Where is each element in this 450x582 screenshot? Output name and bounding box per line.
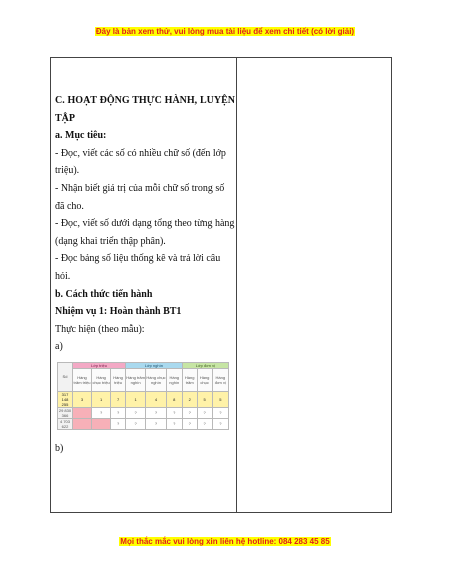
number-cell: 29 830 366 bbox=[58, 407, 72, 418]
number-cell: 317 148 255 bbox=[58, 391, 73, 407]
digit-cell: ? bbox=[111, 418, 126, 429]
subheader-cell: Hàng chục nghìn bbox=[146, 368, 167, 391]
digit-cell: 5 bbox=[212, 391, 228, 407]
place-value-table bbox=[57, 362, 229, 430]
activity-cell bbox=[55, 92, 235, 458]
number-header: Số bbox=[58, 362, 73, 391]
objective-item: - Nhận biết giá trị của mỗi chữ số trong số đã cho. bbox=[55, 182, 225, 212]
digit-cell: ? bbox=[146, 407, 167, 418]
hotline-banner: Mọi thắc mắc vui lòng xin liên hệ hotline: 084 283 45 85 bbox=[120, 537, 330, 546]
digit-cell: ? bbox=[146, 418, 167, 429]
column-divider bbox=[236, 58, 237, 512]
group-header: Lớp nghìn bbox=[125, 362, 182, 368]
subheader-cell: Hàng chục triệu bbox=[92, 368, 111, 391]
subheader-cell: Hàng triệu bbox=[111, 368, 126, 391]
objective-item: - Đọc, viết các số có nhiều chữ số (đến lớp triệu). bbox=[55, 147, 226, 177]
digit-cell: 2 bbox=[182, 391, 197, 407]
digit-cell: 1 bbox=[92, 391, 111, 407]
subheader-cell: Hàng trăm bbox=[182, 368, 197, 391]
subheader-cell: Hàng trăm triệu bbox=[72, 368, 91, 391]
objective-item: - Đọc bảng số liệu thống kê và trả lời câu hỏi. bbox=[55, 253, 221, 282]
digit-cell bbox=[72, 407, 91, 418]
preview-banner: Đây là bản xem thử, vui lòng mua tài liệu để xem chi tiết (có lời giải) bbox=[95, 27, 355, 36]
table-row bbox=[58, 418, 229, 429]
digit-cell: ? bbox=[197, 418, 212, 429]
digit-cell: ? bbox=[92, 407, 111, 418]
digit-cell: ? bbox=[197, 407, 212, 418]
digit-cell bbox=[72, 418, 91, 429]
number-cell: 4 703 622 bbox=[58, 418, 73, 429]
digit-cell: ? bbox=[212, 418, 228, 429]
digit-cell: ? bbox=[212, 407, 228, 418]
subheader-cell: Hàng chục bbox=[197, 368, 212, 391]
digit-cell: ? bbox=[182, 418, 197, 429]
group-header: Lớp triệu bbox=[72, 362, 125, 368]
digit-cell: 3 bbox=[72, 391, 91, 407]
digit-cell: 7 bbox=[111, 391, 126, 407]
subheader-cell: Hàng nghìn bbox=[166, 368, 182, 391]
digit-cell bbox=[92, 418, 111, 429]
subheader-cell: Hàng trăm nghìn bbox=[125, 368, 145, 391]
digit-cell: ? bbox=[182, 407, 197, 418]
digit-cell: ? bbox=[166, 407, 182, 418]
digit-cell: ? bbox=[125, 418, 145, 429]
part-b-label: b) bbox=[55, 442, 64, 454]
digit-cell: 8 bbox=[166, 391, 182, 407]
table-row bbox=[58, 391, 229, 407]
objectives-title: a. Mục tiêu: bbox=[55, 130, 107, 142]
lesson-table bbox=[50, 57, 392, 513]
digit-cell: ? bbox=[125, 407, 145, 418]
digit-cell: 5 bbox=[197, 391, 212, 407]
method-title: b. Cách thức tiến hành bbox=[55, 288, 153, 300]
task-title: Nhiệm vụ 1: Hoàn thành BT1 bbox=[55, 306, 182, 318]
group-header: Lớp đơn vị bbox=[182, 362, 228, 368]
digit-cell: 1 bbox=[125, 391, 145, 407]
subheader-cell: Hàng đơn vị bbox=[212, 368, 228, 391]
section-heading: C. HOẠT ĐỘNG THỰC HÀNH, LUYỆN TẬP bbox=[55, 95, 235, 124]
task-intro: Thực hiện (theo mẫu): bbox=[55, 323, 145, 335]
digit-cell: ? bbox=[166, 418, 182, 429]
digit-cell: 4 bbox=[146, 391, 167, 407]
objective-item: - Đọc, viết số dưới dạng tổng theo từng hàng (dạng khai triển thập phân). bbox=[55, 218, 235, 247]
part-a-label: a) bbox=[55, 341, 63, 353]
digit-cell: ? bbox=[111, 407, 126, 418]
table-row bbox=[58, 407, 229, 418]
